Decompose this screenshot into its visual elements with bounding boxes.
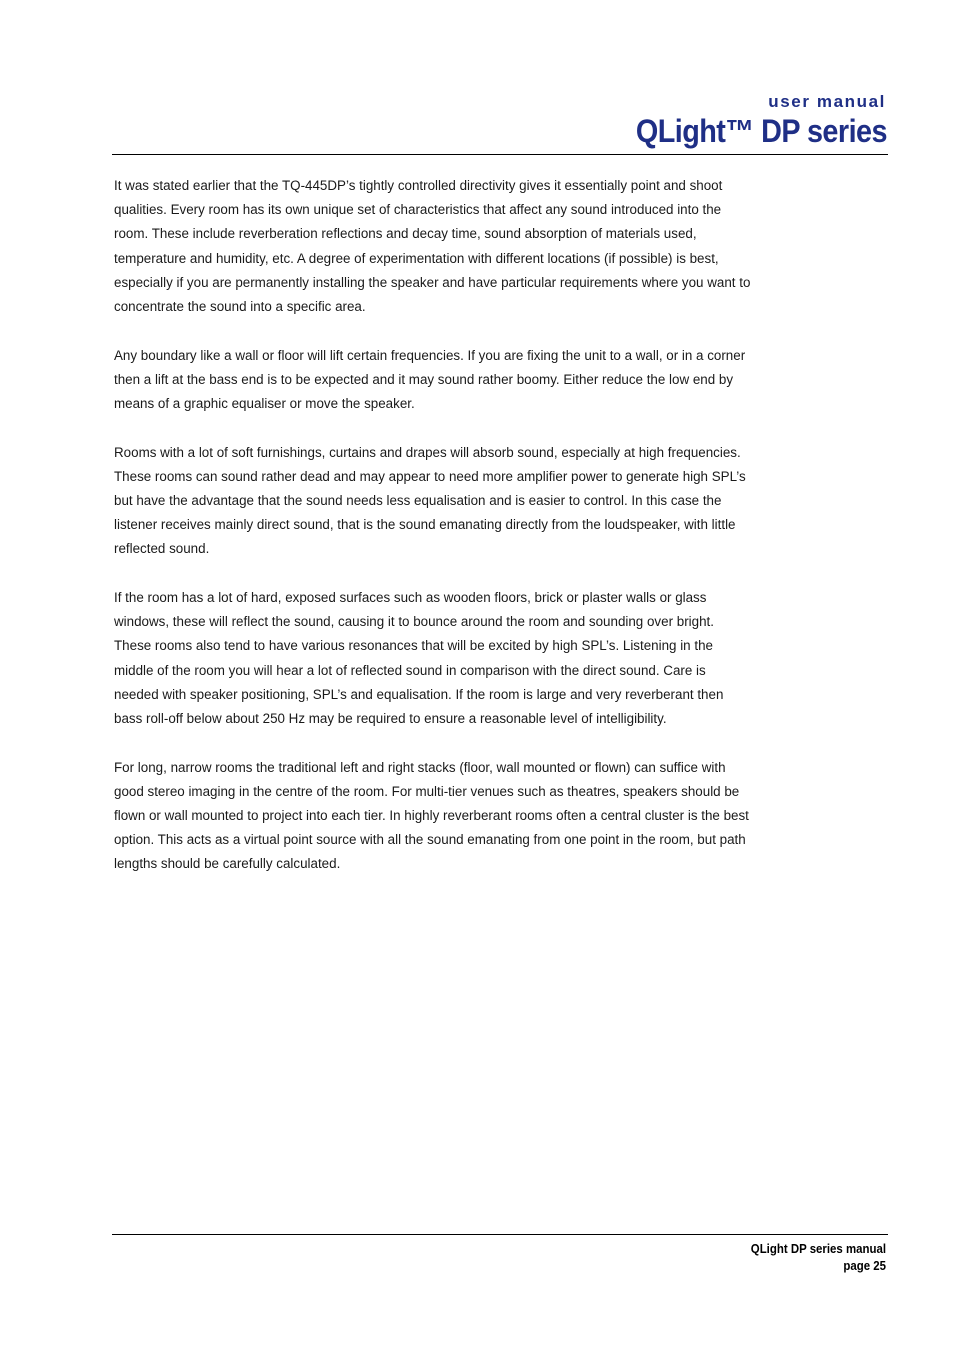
header-divider — [112, 154, 888, 155]
body-content — [114, 174, 754, 901]
page-footer — [112, 1240, 886, 1274]
paragraph-soft-rooms: Rooms with a lot of soft furnishings, curtains and drapes will absorb sound, especially at high frequencies. These rooms can sound rather dead and may appear to need more amplifier power to generate high SPL’s but have the advantage that the sound needs less equalisation and is easier to control. In this case the listener receives mainly direct sound, that is the sound emanating directly from the loudspeaker, with little reflected sound. — [114, 444, 746, 557]
header-subtitle: user manual — [768, 92, 886, 111]
footer-page-number: page 25 — [843, 1258, 886, 1273]
paragraph-long-rooms: For long, narrow rooms the traditional left and right stacks (floor, wall mounted or flown) can suffice with good stereo imaging in the centre of the room. For multi-tier venues such as theatres, speakers should be flown or wall mounted to project into each tier. In highly reverberant rooms often a central cluster is the best option. This acts as a virtual point source with all the sound emanating from one point in the room, but path lengths should be carefully calculated. — [114, 759, 749, 872]
footer-manual-name: QLight DP series manual — [750, 1241, 886, 1256]
footer-divider — [112, 1234, 888, 1235]
paragraph-directivity: It was stated earlier that the TQ-445DP’s tightly controlled directivity gives it essentially point and shoot qualities. Every room has its own unique set of characteristics that affect any sound introduced into the room. These include reverberation reflections and decay time, sound absorption of materials used, temperature and humidity, etc. A degree of experimentation with different locations (if possible) is best, especially if you are permanently installing the speaker and have particular requirements where you want to concentrate the sound into a specific area. — [114, 178, 751, 315]
paragraph-boundary: Any boundary like a wall or floor will lift certain frequencies. If you are fixing the unit to a wall, or in a corner then a lift at the bass end is to be expected and it may sound rather boomy. Either reduce the low end by means of a graphic equaliser or move the speaker. — [114, 347, 746, 412]
paragraph-hard-rooms: If the room has a lot of hard, exposed surfaces such as wooden floors, brick or plaster walls or glass windows, these will reflect the sound, causing it to bounce around the room and sounding over bright. These rooms also tend to have various resonances that will be excited by high SPL’s. Listening in the middle of the room you will hear a lot of reflected sound in comparison with the direct sound. Care is needed with speaker positioning, SPL’s and equalisation. If the room is large and very reverberant then bass roll-off below about 250 Hz may be required to ensure a reasonable level of intelligibility. — [114, 590, 724, 727]
page-header — [112, 92, 888, 149]
header-title: QLight™ DP series — [635, 113, 887, 149]
